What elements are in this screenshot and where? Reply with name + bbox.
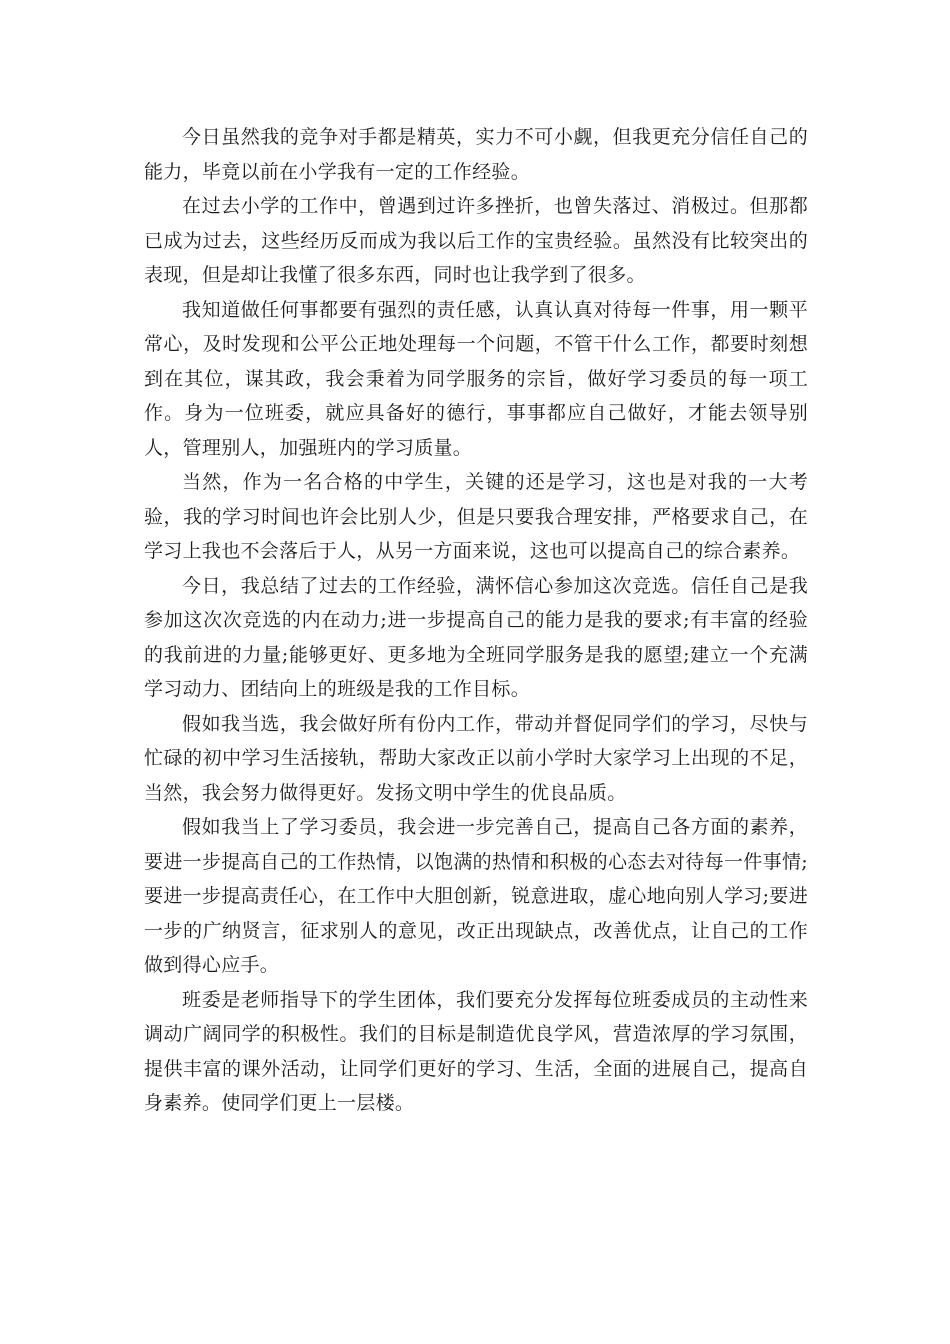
paragraph: 班委是老师指导下的学生团体，我们要充分发挥每位班委成员的主动性来调动广阔同学的积极性。我们的目标是制造优良学风，营造浓厚的学习氛围，提供丰富的课外活动，让同学们更好的学习、生活，全面的进展自己，提高自身素养。使同学们更上一层楼。 bbox=[144, 988, 808, 1114]
paragraph: 今日，我总结了过去的工作经验，满怀信心参加这次竞选。信任自己是我参加这次次竞选的内在动力;进一步提高自己的能力是我的要求;有丰富的经验的我前进的力量;能够更好、更多地为全班同学服务是我的愿望;建立一个充满学习动力、团结向上的班级是我的工作目标。 bbox=[144, 574, 808, 700]
paragraph: 我知道做任何事都要有强烈的责任感，认真认真对待每一件事，用一颗平常心，及时发现和公平公正地处理每一个问题，不管干什么工作，都要时刻想到在其位，谋其政，我会秉着为同学服务的宗旨，做好学习委员的每一项工作。身为一位班委，就应具备好的德行，事事都应自己做好，才能去领导别人，管理别人，加强班内的学习质量。 bbox=[144, 298, 808, 459]
paragraph: 今日虽然我的竞争对手都是精英，实力不可小觑，但我更充分信任自己的能力，毕竟以前在小学我有一定的工作经验。 bbox=[144, 126, 808, 183]
paragraph: 在过去小学的工作中，曾遇到过许多挫折，也曾失落过、消极过。但那都已成为过去，这些经历反而成为我以后工作的宝贵经验。虽然没有比较突出的表现，但是却让我懂了很多东西，同时也让我学到了很多。 bbox=[144, 195, 808, 286]
paragraph: 当然，作为一名合格的中学生，关键的还是学习，这也是对我的一大考验，我的学习时间也许会比别人少，但是只要我合理安排，严格要求自己，在学习上我也不会落后于人，从另一方面来说，这也可以提高自己的综合素养。 bbox=[144, 471, 808, 562]
document-body bbox=[144, 120, 808, 1121]
paragraph: 假如我当上了学习委员，我会进一步完善自己，提高自己各方面的素养，要进一步提高自己的工作热情，以饱满的热情和积极的心态去对待每一件事情;要进一步提高责任心，在工作中大胆创新，锐意进取，虚心地向别人学习;要进一步的广纳贤言，征求别人的意见，改正出现缺点，改善优点，让自己的工作做到得心应手。 bbox=[144, 816, 808, 976]
paragraph: 假如我当选，我会做好所有份内工作，带动并督促同学们的学习，尽快与忙碌的初中学习生活接轨，帮助大家改正以前小学时大家学习上出现的不足，当然，我会努力做得更好。发扬文明中学生的优良品质。 bbox=[144, 712, 808, 804]
